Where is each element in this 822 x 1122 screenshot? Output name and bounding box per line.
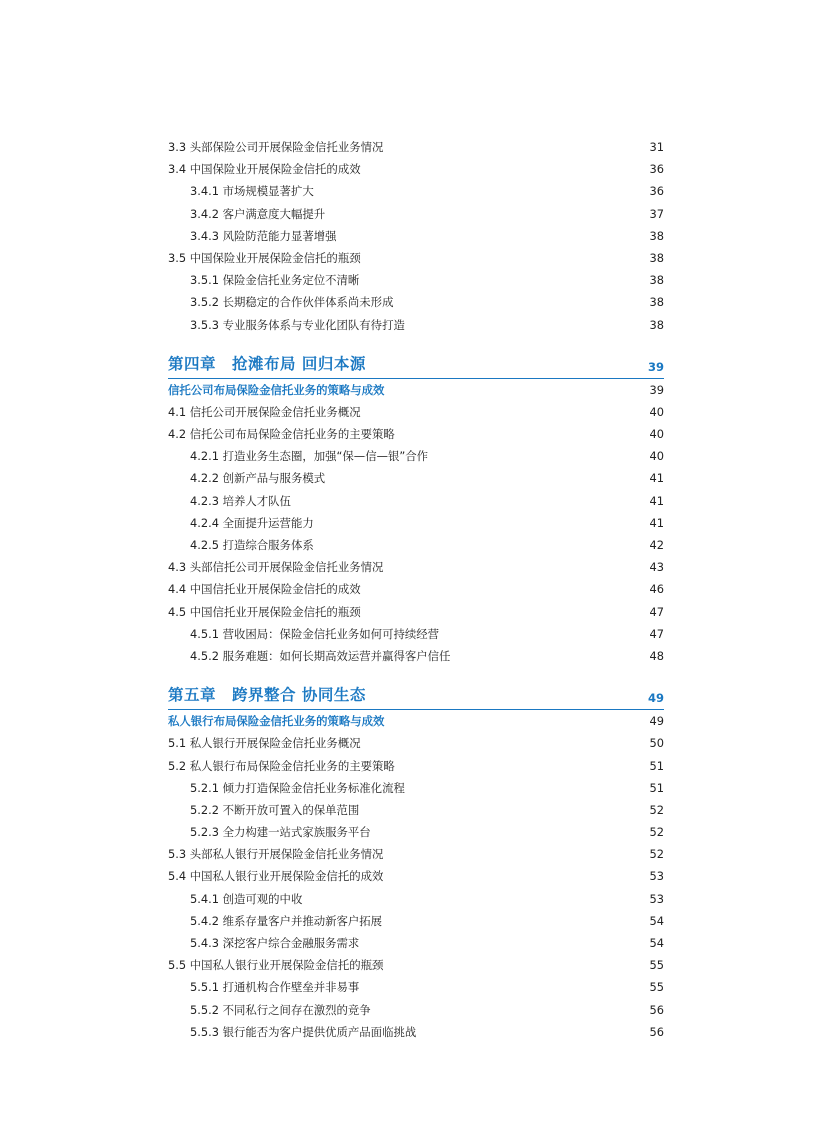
toc-entry-page: 47 [649,626,664,641]
toc-entry[interactable] [168,865,664,887]
toc-entry-title: 4.5 中国信托业开展保险金信托的瓶颈 [168,604,361,619]
toc-entry-page: 46 [649,582,664,597]
toc-entry[interactable] [168,1021,664,1043]
toc-entry-page: 38 [649,317,664,332]
toc-entry[interactable] [168,203,664,225]
toc-entry-title: 5.3 头部私人银行开展保险金信托业务情况 [168,847,384,862]
toc-entry[interactable] [168,910,664,932]
toc-entry-page: 40 [649,427,664,442]
section-3-entries [168,136,664,336]
toc-entry-page: 47 [649,604,664,619]
toc-entry-page: 56 [649,1024,664,1039]
toc-entry[interactable] [168,777,664,799]
chapter-page: 49 [647,691,664,706]
toc-entry-title: 3.4.1 市场规模显著扩大 [190,184,314,199]
toc-entry-title: 4.2.2 创新产品与服务模式 [190,471,326,486]
toc-entry-page: 36 [649,162,664,177]
subtitle-page: 39 [649,382,664,397]
subtitle-text: 私人银行布局保险金信托业务的策略与成效 [168,714,385,729]
toc-entry-page: 43 [649,560,664,575]
toc-entry-title: 4.2 信托公司布局保险金信托业务的主要策略 [168,427,395,442]
toc-entry-page: 56 [649,1002,664,1017]
toc-entry-page: 52 [649,825,664,840]
toc-entry[interactable] [168,225,664,247]
toc-entry[interactable] [168,755,664,777]
toc-entry-title: 4.5.2 服务难题：如何长期高效运营并赢得客户信任 [190,648,451,663]
toc-entry[interactable] [168,888,664,910]
toc-entry-title: 3.5.3 专业服务体系与专业化团队有待打造 [190,317,405,332]
toc-entry-title: 3.5 中国保险业开展保险金信托的瓶颈 [168,250,361,265]
toc-entry-page: 48 [649,648,664,663]
toc-entry[interactable] [168,269,664,291]
toc-entry[interactable] [168,467,664,489]
toc-entry[interactable] [168,423,664,445]
toc-entry-page: 53 [649,891,664,906]
toc-entry[interactable] [168,799,664,821]
toc-entry-title: 4.2.4 全面提升运营能力 [190,515,314,530]
chapter-5-subtitle[interactable] [168,710,664,732]
toc-entry[interactable] [168,291,664,313]
toc-entry-page: 50 [649,736,664,751]
toc-entry[interactable] [168,645,664,667]
toc-entry-title: 4.1 信托公司开展保险金信托业务概况 [168,404,361,419]
toc-entry[interactable] [168,401,664,423]
toc-entry-title: 3.4.2 客户满意度大幅提升 [190,206,326,221]
toc-entry-page: 40 [649,404,664,419]
toc-entry-page: 42 [649,538,664,552]
toc-entry[interactable] [168,158,664,180]
toc-entry-page: 51 [649,780,664,795]
toc-entry-page: 52 [649,802,664,817]
table-of-contents [168,136,664,1043]
toc-entry[interactable] [168,732,664,754]
toc-entry-title: 5.5 中国私人银行业开展保险金信托的瓶颈 [168,958,384,973]
toc-entry[interactable] [168,999,664,1021]
toc-entry-title: 3.4.3 风险防范能力显著增强 [190,228,337,243]
toc-entry-title: 5.4 中国私人银行业开展保险金信托的成效 [168,869,384,884]
toc-entry[interactable] [168,556,664,578]
toc-entry-title: 5.2 私人银行布局保险金信托业务的主要策略 [168,758,395,773]
toc-entry[interactable] [168,534,664,556]
toc-entry[interactable] [168,578,664,600]
chapter-page: 39 [647,359,664,374]
subtitle-page: 49 [649,714,664,729]
chapter-4-entries [168,401,664,667]
toc-entry-page: 54 [649,936,664,950]
toc-entry-page: 36 [649,184,664,199]
chapter-5-heading[interactable] [168,679,664,710]
toc-entry[interactable] [168,932,664,954]
toc-entry-title: 4.2.3 培养人才队伍 [190,493,291,508]
toc-entry-page: 53 [649,869,664,884]
toc-entry[interactable] [168,512,664,534]
toc-entry[interactable] [168,314,664,336]
chapter-title: 第五章 跨界整合 协同生态 [168,686,366,705]
toc-entry-page: 38 [649,295,664,310]
toc-entry[interactable] [168,180,664,202]
toc-entry-page: 54 [649,913,664,928]
toc-entry-page: 41 [649,493,664,508]
toc-entry-title: 4.5.1 营收困局：保险金信托业务如何可持续经营 [190,626,440,641]
toc-entry-page: 51 [649,758,664,773]
toc-entry-title: 3.5.1 保险金信托业务定位不清晰 [190,273,360,288]
toc-entry-title: 5.5.1 打通机构合作壁垒并非易事 [190,980,360,995]
toc-entry[interactable] [168,490,664,512]
toc-entry-title: 4.3 头部信托公司开展保险金信托业务情况 [168,560,384,575]
toc-entry-title: 4.4 中国信托业开展保险金信托的成效 [168,582,361,597]
toc-entry[interactable] [168,843,664,865]
toc-entry[interactable] [168,821,664,843]
toc-entry-page: 31 [649,140,664,154]
toc-entry[interactable] [168,136,664,158]
toc-entry[interactable] [168,445,664,467]
toc-entry-title: 3.3 头部保险公司开展保险金信托业务情况 [168,140,384,154]
toc-entry-title: 5.4.3 深挖客户综合金融服务需求 [190,936,360,950]
toc-entry-title: 5.2.3 全力构建一站式家族服务平台 [190,825,371,840]
toc-entry[interactable] [168,623,664,645]
chapter-5-entries [168,732,664,1043]
chapter-4-heading[interactable] [168,348,664,379]
toc-entry-page: 55 [649,980,664,995]
toc-entry-page: 41 [649,471,664,486]
toc-entry-page: 40 [649,449,664,464]
toc-entry-page: 37 [649,206,664,221]
toc-entry-title: 3.4 中国保险业开展保险金信托的成效 [168,162,361,177]
toc-entry-title: 4.2.5 打造综合服务体系 [190,538,314,552]
toc-entry-page: 55 [649,958,664,973]
chapter-4-subtitle[interactable] [168,379,664,401]
toc-entry-title: 5.4.1 创造可观的中收 [190,891,303,906]
toc-entry-title: 3.5.2 长期稳定的合作伙伴体系尚未形成 [190,295,394,310]
toc-entry[interactable] [168,247,664,269]
toc-entry[interactable] [168,601,664,623]
toc-entry-title: 4.2.1 打造业务生态圈，加强“保—信—银”合作 [190,449,429,464]
toc-entry-title: 5.4.2 维系存量客户并推动新客户拓展 [190,913,383,928]
toc-entry-title: 5.5.3 银行能否为客户提供优质产品面临挑战 [190,1024,417,1039]
toc-entry-page: 41 [649,515,664,530]
toc-entry-title: 5.5.2 不同私行之间存在激烈的竞争 [190,1002,371,1017]
toc-entry-page: 38 [649,228,664,243]
toc-entry-page: 38 [649,250,664,265]
toc-entry-page: 52 [649,847,664,862]
toc-entry-title: 5.2.2 不断开放可置入的保单范围 [190,802,360,817]
toc-entry[interactable] [168,976,664,998]
chapter-title: 第四章 抢滩布局 回归本源 [168,354,366,373]
toc-entry-page: 38 [649,273,664,288]
subtitle-text: 信托公司布局保险金信托业务的策略与成效 [168,382,385,397]
toc-entry-title: 5.1 私人银行开展保险金信托业务概况 [168,736,361,751]
toc-entry-title: 5.2.1 倾力打造保险金信托业务标准化流程 [190,780,405,795]
toc-entry[interactable] [168,954,664,976]
